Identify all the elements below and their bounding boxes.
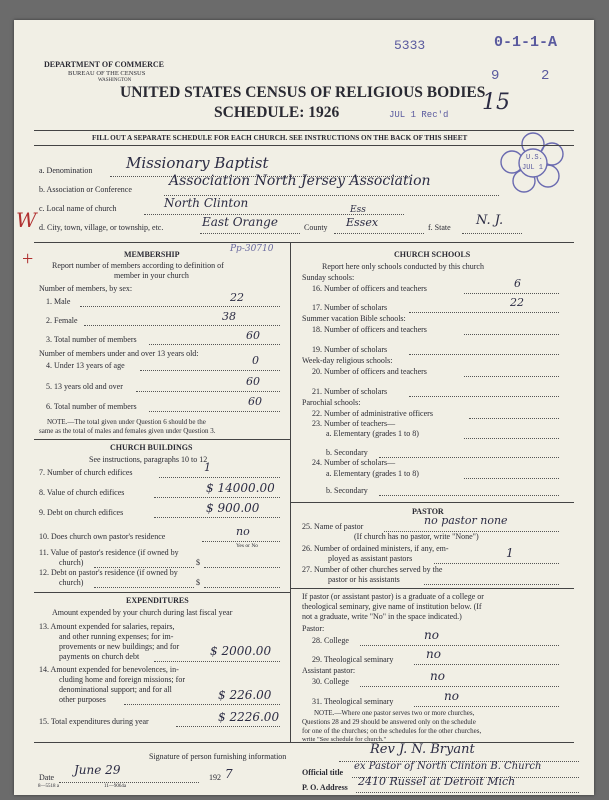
county-correction: Ess — [350, 205, 366, 215]
city-value: East Orange — [202, 215, 278, 229]
form-title: UNITED STATES CENSUS OF RELIGIOUS BODIES — [120, 84, 486, 101]
bureau-label: BUREAU OF THE CENSUS — [68, 70, 146, 77]
signature-label: Signature of person furnishing information — [149, 752, 287, 761]
q13-value: $ 2000.00 — [210, 644, 272, 658]
instruction-line: FILL OUT A SEPARATE SCHEDULE FOR EACH CHURCH. SEE INSTRUCTIONS ON THE BACK OF THIS SHEET — [92, 134, 468, 142]
handwritten-fifteen: 15 — [482, 90, 510, 115]
q26-label-a: 26. Number of ordained ministers, if any, em- — [302, 544, 449, 553]
stamp-nine: 9 — [491, 68, 500, 84]
q2-label: 2. Female — [46, 316, 78, 325]
q2-value: 38 — [222, 310, 236, 323]
q7-label: 7. Number of church edifices — [39, 468, 133, 477]
flower-stamp-icon — [500, 132, 566, 194]
code-stamp: 0-1-1-A — [494, 34, 558, 51]
q6-value: 60 — [248, 395, 262, 408]
q14-label-a: 14. Amount expended for benevolences, in- — [39, 665, 179, 674]
q17-value: 22 — [510, 296, 524, 309]
q12-label-b: church) — [59, 578, 84, 587]
q24-label: 24. Number of scholars— — [312, 458, 396, 467]
pastor-note4: write "See schedule for church." — [302, 736, 387, 743]
under-over-label: Number of members under and over 13 years old: — [39, 349, 199, 358]
graduate-note1: If pastor (or assistant pastor) is a graduate of a college or — [302, 592, 484, 601]
q1-label: 1. Male — [46, 297, 71, 306]
q12-label-a: 12. Debt on pastor's residence (if owned by — [39, 568, 178, 577]
q27-label-b: pastor or his assistants — [328, 575, 400, 584]
form-code-2: 11—9064a — [104, 784, 127, 789]
signature-value: Rev J. N. Bryant — [370, 742, 475, 757]
graduate-note3: not a graduate, write "No" in the space indicated.) — [302, 612, 462, 621]
q24a-label: a. Elementary (grades 1 to 8) — [326, 469, 419, 478]
q29-label: 29. Theological seminary — [312, 655, 394, 664]
denomination-label: a. Denomination — [39, 166, 93, 175]
buildings-sub: See instructions, paragraphs 10 to 12 — [89, 455, 208, 464]
q14-label-d: other purposes — [59, 695, 106, 704]
q20-label: 20. Number of officers and teachers — [312, 367, 427, 376]
year-value: 7 — [225, 767, 233, 781]
q4-label: 4. Under 13 years of age — [46, 361, 125, 370]
parochial-schools-label: Parochial schools: — [302, 398, 361, 407]
pastor-note3: for one of the churches; on the schedules for the other churches, — [302, 727, 482, 735]
q24b-label: b. Secondary — [326, 486, 368, 495]
weekday-schools-label: Week-day religious schools: — [302, 356, 393, 365]
q8-label: 8. Value of church edifices — [39, 488, 125, 497]
q6-label: 6. Total number of members — [46, 402, 137, 411]
city-label: d. City, town, village, or township, etc. — [39, 223, 164, 232]
q5-label: 5. 13 years old and over — [46, 382, 123, 391]
assistant-pastor-subhead: Assistant pastor: — [302, 666, 356, 675]
q23b-label: b. Secondary — [326, 448, 368, 457]
received-flower-stamp — [500, 132, 566, 194]
official-title-value: ex Pastor of North Clinton B. Church — [354, 761, 542, 772]
pastor-title: PASTOR — [412, 507, 444, 516]
q31-label: 31. Theological seminary — [312, 697, 394, 706]
q11-label-b: church) — [59, 558, 84, 567]
membership-note1: NOTE.—The total given under Question 6 should be the — [47, 418, 206, 426]
q27-label-a: 27. Number of other churches served by the — [302, 565, 443, 574]
q3-value: 60 — [246, 329, 260, 342]
q26-value: 1 — [506, 546, 514, 560]
county-label: County — [304, 223, 328, 232]
q3-label: 3. Total number of members — [46, 335, 137, 344]
pastor-note1: NOTE.—Where one pastor serves two or more churches, — [314, 709, 475, 717]
q19-label: 19. Number of scholars — [312, 345, 388, 354]
q23-label: 23. Number of teachers— — [312, 419, 396, 428]
q15-value: $ 2226.00 — [218, 710, 280, 724]
pastor-subhead: Pastor: — [302, 624, 325, 633]
q11-value: $ — [196, 558, 200, 567]
q9-label: 9. Debt on church edifices — [39, 508, 124, 517]
membership-sub2: member in your church — [114, 271, 189, 280]
q22-label: 22. Number of administrative officers — [312, 409, 433, 418]
graduate-note2: theological seminary, give name of institution below. (If — [302, 602, 482, 611]
state-value: N. J. — [476, 213, 504, 228]
received-stamp: JUL 1 Rec'd — [389, 110, 449, 120]
margin-w-mark: W — [16, 208, 37, 232]
membership-sub1: Report number of members according to definition of — [52, 261, 224, 270]
q26-label-b: ployed as assistant pastors — [328, 554, 413, 563]
members-by-sex-label: Number of members, by sex: — [39, 284, 133, 293]
q21-label: 21. Number of scholars — [312, 387, 388, 396]
q10-label: 10. Does church own pastor's residence — [39, 532, 166, 541]
denomination-value: Missionary Baptist — [126, 154, 269, 172]
local-name-label: c. Local name of church — [39, 204, 117, 213]
q25-label: 25. Name of pastor — [302, 522, 364, 531]
department-label: DEPARTMENT OF COMMERCE — [44, 60, 165, 69]
sunday-schools-label: Sunday schools: — [302, 273, 355, 282]
year-prefix: 192 — [209, 773, 221, 782]
census-schedule-sheet — [14, 20, 594, 795]
q13-label-c: provements or new buildings; and for — [59, 642, 180, 651]
q9-value: $ 900.00 — [206, 501, 260, 515]
stamp-two: 2 — [541, 68, 550, 84]
county-value: Essex — [346, 216, 379, 229]
association-label: b. Association or Conference — [39, 185, 132, 194]
membership-note2: same as the total of males and females given under Question 3. — [39, 427, 216, 435]
q14-label-c: denominational support; and for all — [59, 685, 172, 694]
q23a-label: a. Elementary (grades 1 to 8) — [326, 429, 419, 438]
q15-label: 15. Total expenditures during year — [39, 717, 149, 726]
q16-label: 16. Number of officers and teachers — [312, 284, 427, 293]
flower-stamp-date: JUL 1 — [522, 164, 544, 172]
q17-label: 17. Number of scholars — [312, 303, 388, 312]
q16-value: 6 — [514, 277, 521, 290]
pastor-note2: Questions 28 and 29 should be answered only on the schedule — [302, 718, 476, 726]
margin-reference-note: Pp-30710 — [230, 244, 274, 254]
q11-label-a: 11. Value of pastor's residence (if owned by — [39, 548, 179, 557]
q13-label-b: and other running expenses; for im- — [59, 632, 174, 641]
red-cross-mark: + — [22, 248, 34, 270]
date-label: Date — [39, 773, 55, 782]
q29-value: no — [426, 647, 441, 661]
q25-note: (If church has no pastor, write "None") — [354, 532, 479, 541]
form-code-1: 8—5518 a — [38, 784, 59, 789]
serial-number-stamp: 5333 — [394, 38, 426, 53]
yes-or-no-hint: Yes or No — [236, 543, 259, 549]
po-address-value: 2410 Russel at Detroit Mich — [358, 775, 516, 788]
q5-value: 60 — [246, 375, 260, 388]
po-address-label: P. O. Address — [302, 783, 348, 792]
date-value: June 29 — [74, 763, 121, 777]
expenditures-sub: Amount expended by your church during last fiscal year — [52, 608, 233, 617]
q13-label-d: payments on church debt — [59, 652, 140, 661]
q18-label: 18. Number of officers and teachers — [312, 325, 427, 334]
summer-schools-label: Summer vacation Bible schools: — [302, 314, 406, 323]
q13-label-a: 13. Amount expended for salaries, repairs, — [39, 622, 175, 631]
membership-title: MEMBERSHIP — [124, 250, 180, 259]
local-name-value: North Clinton — [164, 196, 249, 210]
q12-value: $ — [196, 578, 200, 587]
q28-value: no — [424, 628, 439, 642]
q1-value: 22 — [230, 291, 244, 304]
q8-value: $ 14000.00 — [206, 481, 275, 495]
q28-label: 28. College — [312, 636, 349, 645]
q30-label: 30. College — [312, 677, 349, 686]
q14-value: $ 226.00 — [218, 688, 272, 702]
q31-value: no — [444, 689, 459, 703]
expenditures-title: EXPENDITURES — [126, 596, 189, 605]
q4-value: 0 — [252, 354, 259, 367]
state-label: f. State — [428, 223, 451, 232]
q25-value: no pastor none — [424, 514, 508, 527]
association-value: Association North Jersey Association — [169, 173, 431, 189]
washington-label: WASHINGTON — [98, 78, 132, 83]
flower-stamp-top: U.S. — [526, 154, 543, 162]
q7-value: 1 — [204, 461, 211, 474]
schedule-title: SCHEDULE: 1926 — [214, 104, 340, 121]
q14-label-b: cluding home and foreign missions; for — [59, 675, 185, 684]
buildings-title: CHURCH BUILDINGS — [110, 443, 193, 452]
q30-value: no — [430, 669, 445, 683]
q10-value: no — [236, 525, 250, 538]
schools-sub: Report here only schools conducted by this church — [322, 262, 484, 271]
schools-title: CHURCH SCHOOLS — [394, 250, 471, 259]
official-title-label: Official title — [302, 768, 344, 777]
